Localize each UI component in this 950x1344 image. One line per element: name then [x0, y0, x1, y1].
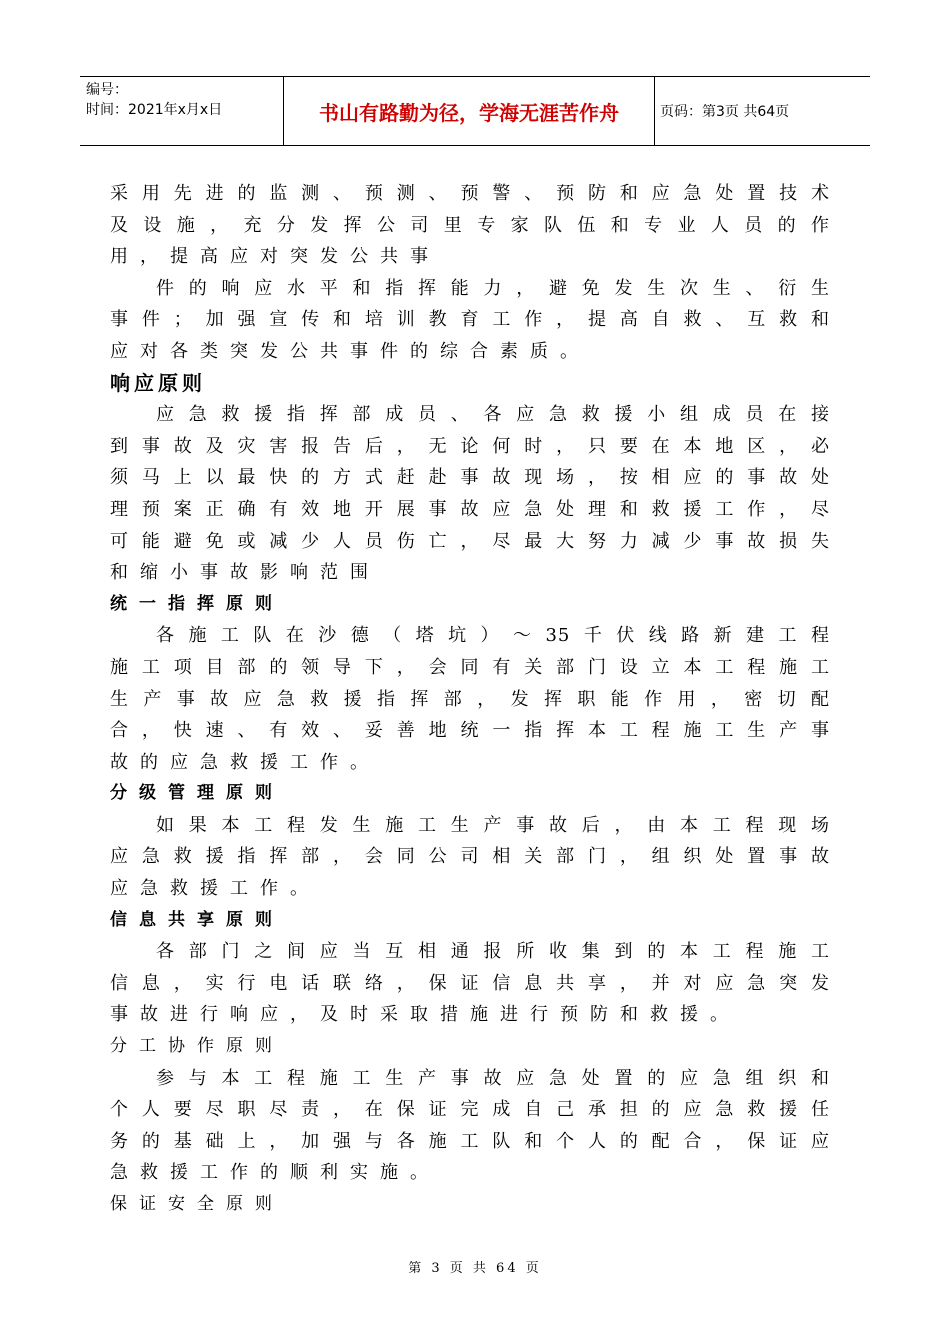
header-meta: [86, 80, 282, 120]
header-page-info: 页码：第3页 共64页: [660, 104, 790, 120]
page-header: [80, 76, 870, 146]
document-body: [110, 178, 830, 1221]
header-motto: 书山有路勤为径，学海无涯苦作舟: [283, 77, 655, 145]
body-line: 和缩小事故影响范围: [110, 562, 380, 584]
body-line: 信息，实行电话联络，保证信息共享，并对应急突发: [110, 972, 830, 994]
section-heading: 响应原则: [110, 370, 206, 395]
body-line: 参与本工程施工生产事故应急处置的应急组织和: [156, 1067, 830, 1089]
body-line: 应急救援工作。: [110, 878, 320, 900]
body-line: 急救援工作的顺利实施。: [110, 1162, 440, 1184]
body-line: 务的基础上，加强与各施工队和个人的配合，保证应: [110, 1130, 830, 1152]
body-line: 应对各类突发公共事件的综合素质。: [110, 340, 590, 362]
body-line: 用，提高应对突发公共事: [110, 246, 440, 268]
page-footer: 第 3 页 共 64 页: [408, 1261, 542, 1276]
body-line: 个人要尽职尽责，在保证完成自己承担的应急救援任: [110, 1099, 830, 1121]
body-line: 件的响应水平和指挥能力，避免发生次生、衍生: [156, 277, 830, 299]
body-line: 合，快速、有效、妥善地统一指挥本工程施工生产事: [110, 720, 830, 742]
section-heading: 统一指挥原则: [110, 593, 284, 614]
body-line: 及设施，充分发挥公司里专家队伍和专业人员的作: [110, 214, 830, 236]
body-line: 各施工队在沙德（塔坑）～35千伏线路新建工程: [156, 625, 830, 647]
section-heading: 保证安全原则: [110, 1194, 284, 1214]
section-heading: 分级管理原则: [110, 783, 284, 804]
body-line: 生产事故应急救援指挥部，发挥职能作用，密切配: [110, 688, 830, 710]
body-line: 到事故及灾害报告后，无论何时，只要在本地区，必: [110, 435, 830, 457]
body-line: 事件；加强宣传和培训教育工作，提高自救、互救和: [110, 309, 830, 331]
body-line: 事故进行响应，及时采取措施进行预防和救援。: [110, 1004, 740, 1026]
document-time-label: 时间：2021年x月x日: [86, 102, 223, 118]
document-number-label: 编号：: [86, 82, 128, 98]
body-line: 各部门之间应当互相通报所收集到的本工程施工: [156, 941, 830, 963]
body-line: 理预案正确有效地开展事故应急处理和救援工作，尽: [110, 498, 830, 520]
section-heading: 信息共享原则: [110, 909, 284, 930]
body-line: 施工项目部的领导下，会同有关部门设立本工程施工: [110, 656, 830, 678]
body-line: 应急救援指挥部成员、各应急救援小组成员在接: [156, 404, 830, 426]
body-line: 须马上以最快的方式赶赴事故现场，按相应的事故处: [110, 467, 830, 489]
body-line: 可能避免或减少人员伤亡，尽最大努力减少事故损失: [110, 530, 830, 552]
body-line: 故的应急救援工作。: [110, 751, 380, 773]
section-heading: 分工协作原则: [110, 1036, 284, 1057]
body-line: 应急救援指挥部，会同公司相关部门，组织处置事故: [110, 846, 830, 868]
body-line: 采用先进的监测、预测、预警、预防和应急处置技术: [110, 183, 830, 204]
body-line: 如果本工程发生施工生产事故后，由本工程现场: [156, 814, 830, 836]
